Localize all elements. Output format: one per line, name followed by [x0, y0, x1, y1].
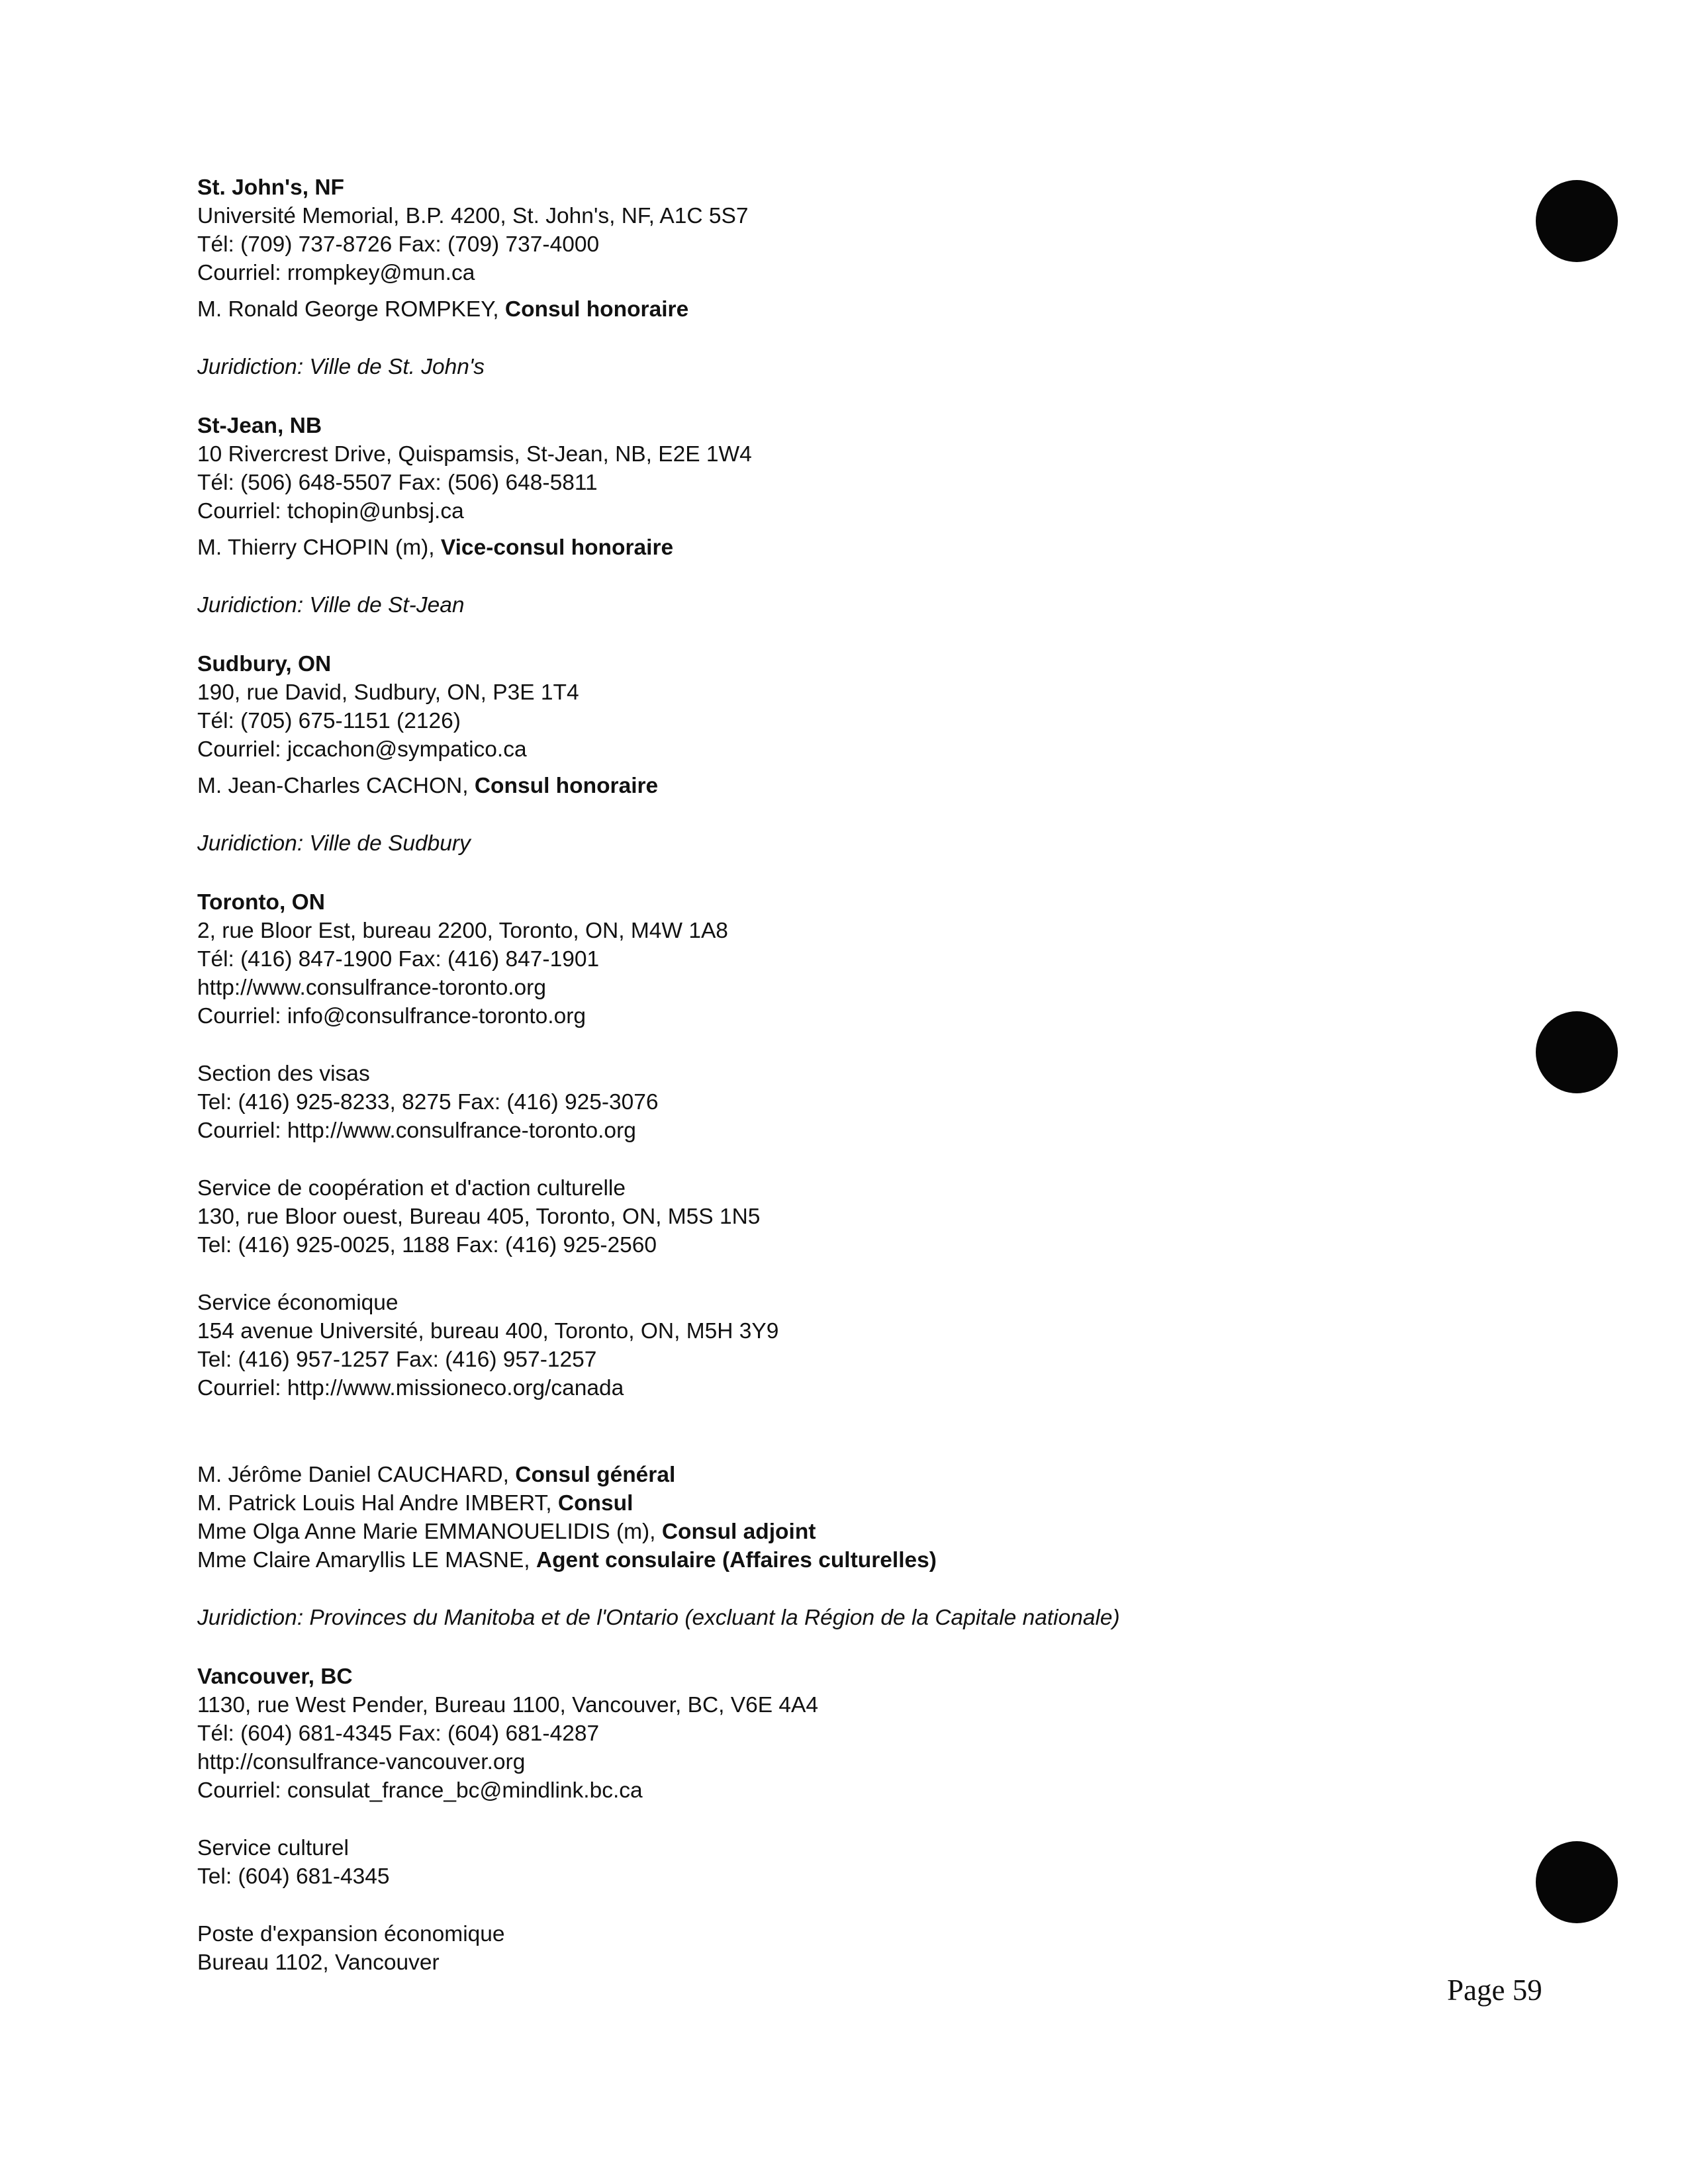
jurisdiction: Juridiction: Ville de St. John's	[197, 355, 485, 379]
officer	[197, 772, 1495, 800]
visa-section	[197, 1060, 1495, 1145]
officer-title: Consul honoraire	[504, 297, 689, 322]
directory-content	[197, 173, 1495, 1977]
officer	[197, 1518, 1495, 1546]
officer-name: M. Thierry CHOPIN (m),	[197, 535, 441, 560]
phone-fax: Tél: (416) 847-1900 Fax: (416) 847-1901	[197, 947, 600, 972]
officer	[197, 1489, 1495, 1518]
punch-hole-top	[1536, 180, 1618, 262]
entry-sudbury	[197, 650, 1495, 858]
city-heading: Toronto, ON	[197, 890, 325, 915]
jurisdiction: Juridiction: Ville de Sudbury	[197, 831, 471, 856]
officer-title: Consul général	[515, 1463, 676, 1487]
punch-hole-bottom	[1536, 1841, 1618, 1923]
jurisdiction: Juridiction: Provinces du Manitoba et de l'Ontario (excluant la Région de la Capitale nationale)	[197, 1606, 1120, 1630]
punch-hole-middle	[1536, 1011, 1618, 1093]
entry-toronto	[197, 888, 1495, 1632]
officer-title: Consul adjoint	[661, 1520, 816, 1544]
phone-fax: Tel: (416) 925-0025, 1188 Fax: (416) 925-2560	[197, 1233, 657, 1257]
officer-title: Agent consulaire (Affaires culturelles)	[536, 1548, 937, 1572]
address: 154 avenue Université, bureau 400, Toronto, ON, M5H 3Y9	[197, 1319, 779, 1343]
phone: Tel: (604) 681-4345	[197, 1864, 390, 1889]
section-title: Service culturel	[197, 1836, 350, 1860]
website: http://consulfrance-vancouver.org	[197, 1750, 526, 1774]
email: Courriel: http://www.missioneco.org/canada	[197, 1376, 624, 1400]
address: 130, rue Bloor ouest, Bureau 405, Toronto, ON, M5S 1N5	[197, 1205, 761, 1229]
officer	[197, 295, 1495, 324]
city-heading: Sudbury, ON	[197, 652, 332, 676]
entry-st-johns	[197, 173, 1495, 381]
address: Université Memorial, B.P. 4200, St. John's, NF, A1C 5S7	[197, 204, 749, 228]
officer-name: M. Jean-Charles CACHON,	[197, 774, 475, 798]
email: Courriel: http://www.consulfrance-toronto.org	[197, 1118, 636, 1143]
officer-name: M. Patrick Louis Hal Andre IMBERT,	[197, 1491, 558, 1516]
email: Courriel: jccachon@sympatico.ca	[197, 737, 527, 762]
city-heading: Vancouver, BC	[197, 1664, 353, 1689]
jurisdiction: Juridiction: Ville de St-Jean	[197, 593, 465, 617]
officer-title: Consul honoraire	[474, 774, 659, 798]
officer	[197, 1461, 1495, 1489]
officer-name: M. Ronald George ROMPKEY,	[197, 297, 505, 322]
officer	[197, 1546, 1495, 1574]
phone-fax: Tel: (416) 925-8233, 8275 Fax: (416) 925-3076	[197, 1090, 659, 1115]
email: Courriel: rrompkey@mun.ca	[197, 261, 475, 285]
entry-st-jean	[197, 412, 1495, 619]
address: 10 Rivercrest Drive, Quispamsis, St-Jean, NB, E2E 1W4	[197, 442, 752, 467]
officer-title: Vice-consul honoraire	[440, 535, 674, 560]
officer	[197, 533, 1495, 562]
address: Bureau 1102, Vancouver	[197, 1950, 440, 1975]
officer-name: M. Jérôme Daniel CAUCHARD,	[197, 1463, 516, 1487]
section-title: Service de coopération et d'action culturelle	[197, 1176, 626, 1201]
officer-list	[197, 1461, 1495, 1574]
address: 1130, rue West Pender, Bureau 1100, Vancouver, BC, V6E 4A4	[197, 1693, 818, 1717]
officer-name: Mme Claire Amaryllis LE MASNE,	[197, 1548, 536, 1572]
phone-fax: Tel: (416) 957-1257 Fax: (416) 957-1257	[197, 1347, 597, 1372]
email: Courriel: tchopin@unbsj.ca	[197, 499, 464, 523]
officer-name: Mme Olga Anne Marie EMMANOUELIDIS (m),	[197, 1520, 662, 1544]
phone-fax: Tél: (506) 648-5507 Fax: (506) 648-5811	[197, 471, 598, 495]
city-heading: St. John's, NF	[197, 175, 345, 200]
phone-fax: Tél: (709) 737-8726 Fax: (709) 737-4000	[197, 232, 600, 257]
page-number: Page 59	[1447, 1974, 1542, 2007]
section-title: Poste d'expansion économique	[197, 1922, 505, 1946]
address: 2, rue Bloor Est, bureau 2200, Toronto, ON, M4W 1A8	[197, 919, 728, 943]
entry-vancouver	[197, 1662, 1495, 1977]
economic-expansion-section	[197, 1920, 1495, 1977]
city-heading: St-Jean, NB	[197, 414, 322, 438]
cultural-cooperation-section	[197, 1174, 1495, 1259]
address: 190, rue David, Sudbury, ON, P3E 1T4	[197, 680, 579, 705]
economic-service-section	[197, 1289, 1495, 1402]
phone-fax: Tél: (604) 681-4345 Fax: (604) 681-4287	[197, 1721, 600, 1746]
section-title: Section des visas	[197, 1062, 370, 1086]
section-title: Service économique	[197, 1291, 399, 1315]
phone-fax: Tél: (705) 675-1151 (2126)	[197, 709, 461, 733]
email: Courriel: info@consulfrance-toronto.org	[197, 1004, 586, 1028]
officer-title: Consul	[557, 1491, 633, 1516]
website: http://www.consulfrance-toronto.org	[197, 976, 546, 1000]
cultural-service-section	[197, 1834, 1495, 1891]
email: Courriel: consulat_france_bc@mindlink.bc.ca	[197, 1778, 643, 1803]
